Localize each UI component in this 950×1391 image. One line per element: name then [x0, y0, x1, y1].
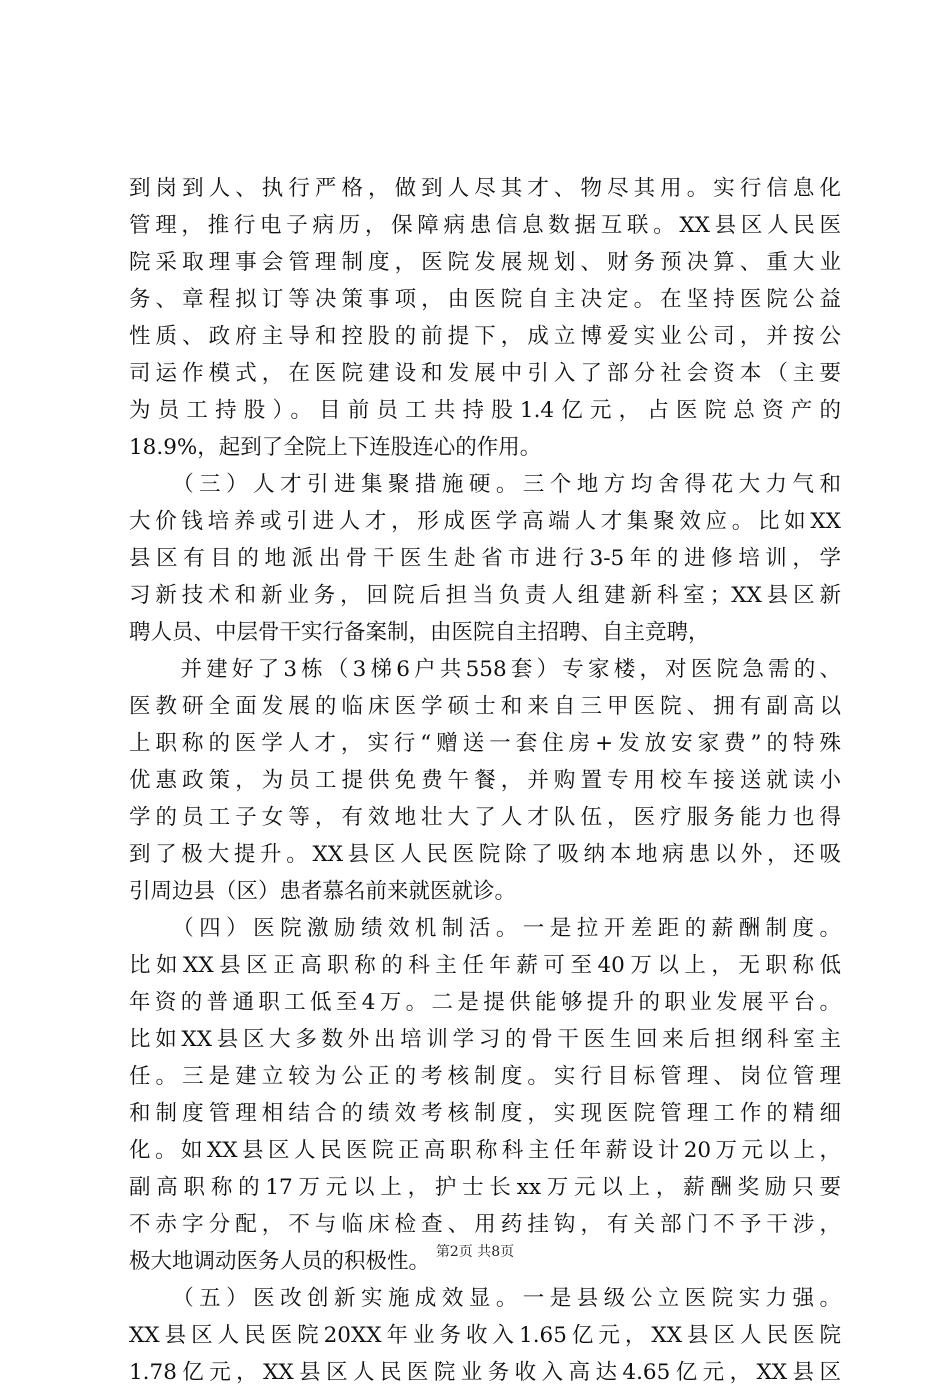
text-line: 习新技术和新业务，回院后担当负责人组建新科室；XX县区新 [129, 583, 841, 608]
text-line: 司运作模式，在医院建设和发展中引入了部分社会资本（主要 [129, 361, 841, 386]
text-line: 并建好了3栋（3梯6户共558套）专家楼，对医院急需的、 [129, 657, 841, 682]
text-line: 管理，推行电子病历，保障病患信息数据互联。XX县区人民医 [129, 213, 841, 238]
document-body [129, 170, 841, 1391]
text-line: 到岗到人、执行严格，做到人尽其才、物尽其用。实行信息化 [129, 176, 841, 201]
text-line: 比如XX县区大多数外出培训学习的骨干医生回来后担纲科室主 [129, 1027, 841, 1052]
text-line: 上职称的医学人才，实行“赠送一套住房+发放安家费”的特殊 [129, 731, 841, 756]
text-line: 性质、政府主导和控股的前提下，成立博爱实业公司，并按公 [129, 324, 841, 349]
text-line: 极大地调动医务人员的积极性。 [129, 1249, 431, 1274]
text-line: 大价钱培养或引进人才，形成医学高端人才集聚效应。比如XX [129, 509, 841, 534]
text-line: 务、章程拟订等决策事项，由医院自主决定。在坚持医院公益 [129, 287, 841, 312]
text-line: （三）人才引进集聚措施硬。三个地方均舍得花大力气和 [129, 472, 841, 497]
text-line: 化。如XX县区人民医院正高职称科主任年薪设计20万元以上， [129, 1138, 841, 1163]
text-line: 不赤字分配，不与临床检查、用药挂钩，有关部门不予干涉， [129, 1212, 841, 1237]
text-line: 任。三是建立较为公正的考核制度。实行目标管理、岗位管理 [129, 1064, 841, 1089]
text-line: 优惠政策，为员工提供免费午餐，并购置专用校车接送就读小 [129, 768, 841, 793]
text-line: 1.78亿元，XX县区人民医院业务收入高达4.65亿元，XX县区 [129, 1360, 841, 1385]
text-line: 和制度管理相结合的绩效考核制度，实现医院管理工作的精细 [129, 1101, 841, 1126]
page-footer: 第2页 共8页 [435, 1244, 515, 1260]
text-line: 引周边县（区）患者慕名前来就医就诊。 [129, 879, 517, 904]
text-line: 聘人员、中层骨干实行备案制，由医院自主招聘、自主竞聘， [129, 620, 710, 645]
text-line: 医教研全面发展的临床医学硕士和来自三甲医院、拥有副高以 [129, 694, 841, 719]
text-line: （五）医改创新实施成效显。一是县级公立医院实力强。 [129, 1286, 841, 1311]
text-line: 学的员工子女等，有效地壮大了人才队伍，医疗服务能力也得 [129, 805, 841, 830]
text-line: 比如XX县区正高职称的科主任年薪可至40万以上，无职称低 [129, 953, 841, 978]
text-line: 县区有目的地派出骨干医生赴省市进行3-5年的进修培训，学 [129, 546, 841, 571]
text-line: XX县区人民医院20XX年业务收入1.65亿元，XX县区人民医院 [129, 1323, 841, 1348]
text-line: （四）医院激励绩效机制活。一是拉开差距的薪酬制度。 [129, 916, 841, 941]
text-line: 到了极大提升。XX县区人民医院除了吸纳本地病患以外，还吸 [129, 842, 841, 867]
text-line: 18.9%，起到了全院上下连股连心的作用。 [129, 435, 542, 460]
text-line: 为员工持股）。目前员工共持股1.4亿元，占医院总资产的 [129, 398, 841, 423]
text-line: 年资的普通职工低至4万。二是提供能够提升的职业发展平台。 [129, 990, 841, 1015]
text-line: 副高职称的17万元以上，护士长xx万元以上，薪酬奖励只要 [129, 1175, 841, 1200]
text-line: 院采取理事会管理制度，医院发展规划、财务预决算、重大业 [129, 250, 841, 275]
